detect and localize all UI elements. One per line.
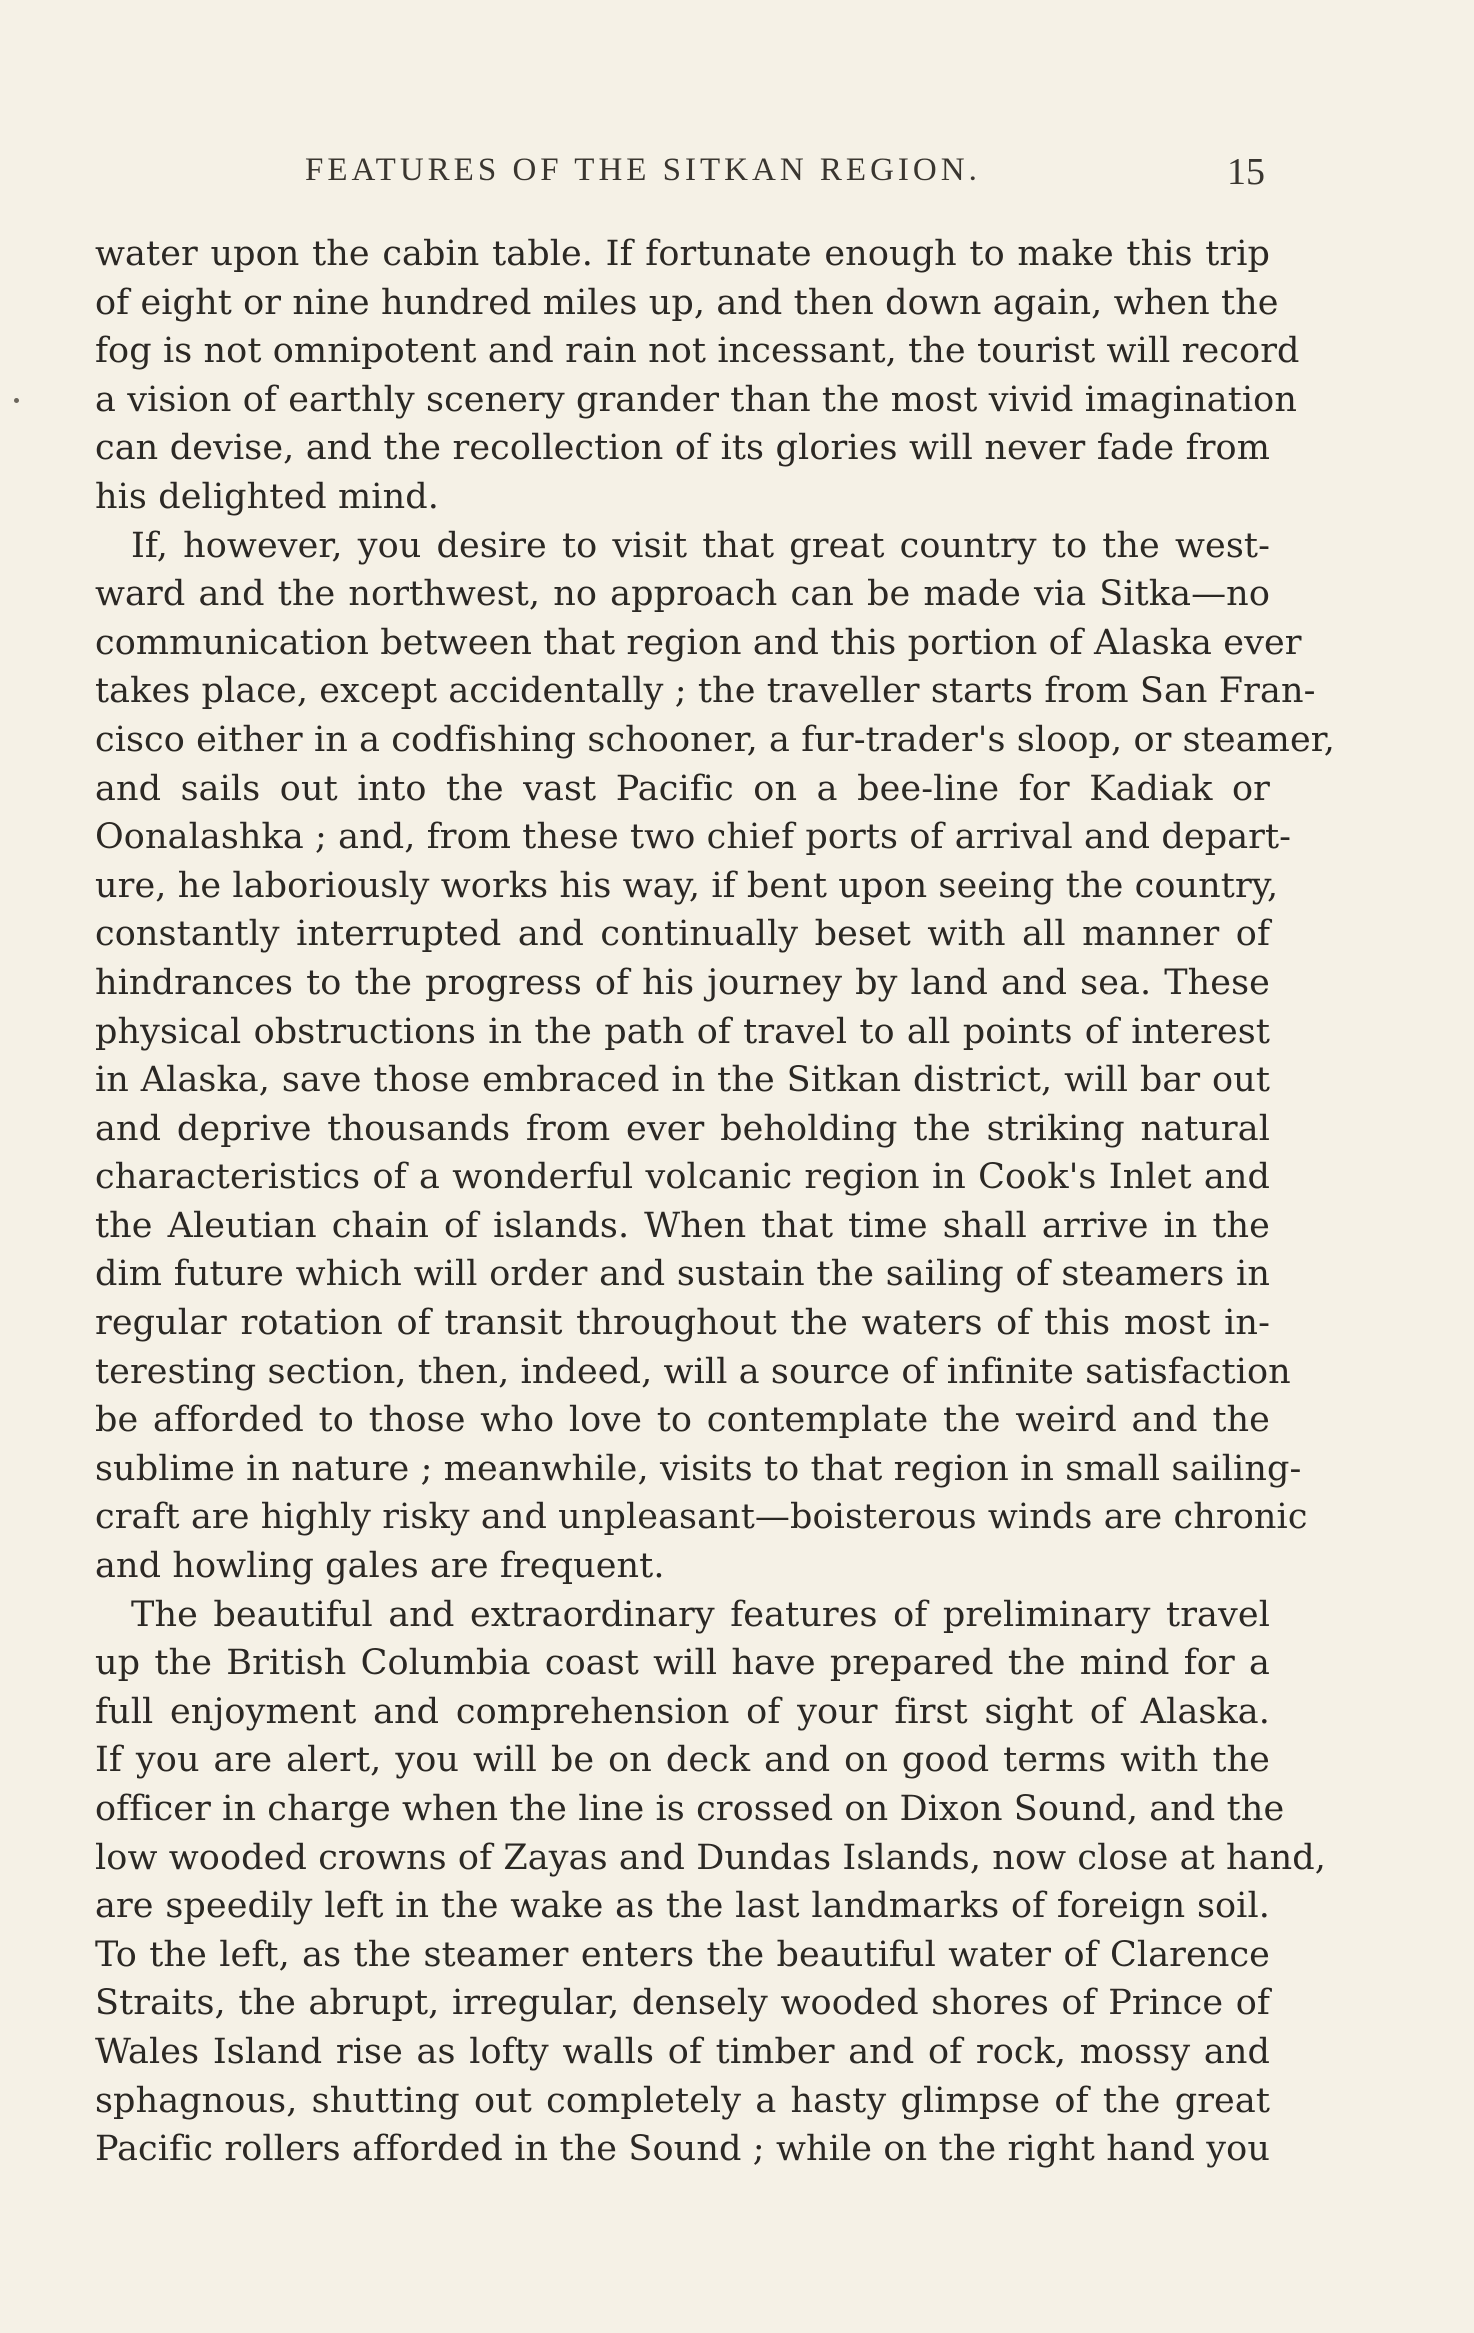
running-head (95, 152, 1265, 202)
text-line: and howling gales are frequent. (95, 1546, 665, 1587)
text-line: teresting section, then, indeed, will a source of infinite satisfaction (95, 1351, 1291, 1392)
text-line: hindrances to the progress of his journey by land and sea. These (95, 962, 1270, 1003)
text-line: characteristics of a wonderful volcanic region in Cook's Inlet and (95, 1157, 1270, 1198)
text-line: Oonalashka ; and, from these two chief ports of arrival and depart- (95, 817, 1292, 858)
text-line: a vision of earthly scenery grander than the most vivid imagination (95, 379, 1297, 420)
text-line: officer in charge when the line is crossed on Dixon Sound, and the (95, 1789, 1285, 1829)
text-line: If, however, you desire to visit that great country to the west- (131, 525, 1270, 566)
text-line: of eight or nine hundred miles up, and then down again, when the (95, 282, 1279, 323)
text-line: ward and the northwest, no approach can be made via Sitka—no (95, 574, 1270, 615)
text-line: sublime in nature ; meanwhile, visits to that region in small sailing- (95, 1448, 1302, 1489)
text-line: his delighted mind. (95, 476, 439, 517)
page-number: 15 (1227, 151, 1265, 193)
text-line: water upon the cabin table. If fortunate enough to make this trip (95, 234, 1270, 274)
text-line: communication between that region and this portion of Alaska ever (95, 622, 1302, 663)
text-line: constantly interrupted and continually beset with all manner of (95, 914, 1270, 955)
running-title: FEATURES OF THE SITKAN REGION. (305, 152, 981, 188)
text-line: up the British Columbia coast will have prepared the mind for a (95, 1643, 1270, 1684)
text-line: takes place, except accidentally ; the traveller starts from San Fran- (95, 671, 1316, 712)
text-line: be afforded to those who love to contemplate the weird and the (95, 1400, 1270, 1441)
text-line: The beautiful and extraordinary features of preliminary travel (131, 1594, 1270, 1635)
text-line: Wales Island rise as lofty walls of timber and of rock, mossy and (95, 2031, 1270, 2072)
text-line: in Alaska, save those embraced in the Sitkan district, will bar out (95, 1060, 1270, 1101)
text-line: craft are highly risky and unpleasant—boisterous winds are chronic (95, 1497, 1308, 1538)
text-line: To the left, as the steamer enters the beautiful water of Clarence (95, 1934, 1270, 1975)
margin-speck (14, 398, 19, 403)
text-line: and sails out into the vast Pacific on a bee-line for Kadiak or (95, 768, 1270, 809)
text-line: are speedily left in the wake as the last landmarks of foreign soil. (95, 1886, 1270, 1927)
text-line: Pacific rollers afforded in the Sound ; while on the right hand you (95, 2129, 1270, 2170)
text-line: full enjoyment and comprehension of your first sight of Alaska. (95, 1691, 1270, 1732)
text-line: cisco either in a codfishing schooner, a fur-trader's sloop, or steamer, (95, 719, 1335, 760)
text-line: dim future which will order and sustain the sailing of steamers in (95, 1254, 1270, 1295)
text-line: ure, he laboriously works his way, if bent upon seeing the country, (95, 865, 1279, 906)
text-line: fog is not omnipotent and rain not incessant, the tourist will record (95, 331, 1300, 372)
text-line: regular rotation of transit throughout the waters of this most in- (95, 1303, 1270, 1344)
text-line: the Aleutian chain of islands. When that time shall arrive in the (95, 1205, 1270, 1246)
text-line: If you are alert, you will be on deck and on good terms with the (95, 1740, 1270, 1781)
text-line: physical obstructions in the path of travel to all points of interest (95, 1011, 1270, 1052)
body-text (95, 230, 1335, 2174)
text-line: sphagnous, shutting out completely a hasty glimpse of the great (95, 2080, 1270, 2121)
text-line: Straits, the abrupt, irregular, densely wooded shores of Prince of (95, 1983, 1270, 2024)
text-line: and deprive thousands from ever beholding the striking natural (95, 1108, 1270, 1149)
text-line: low wooded crowns of Zayas and Dundas Islands, now close at hand, (95, 1837, 1327, 1878)
text-line: can devise, and the recollection of its glories will never fade from (95, 428, 1270, 469)
